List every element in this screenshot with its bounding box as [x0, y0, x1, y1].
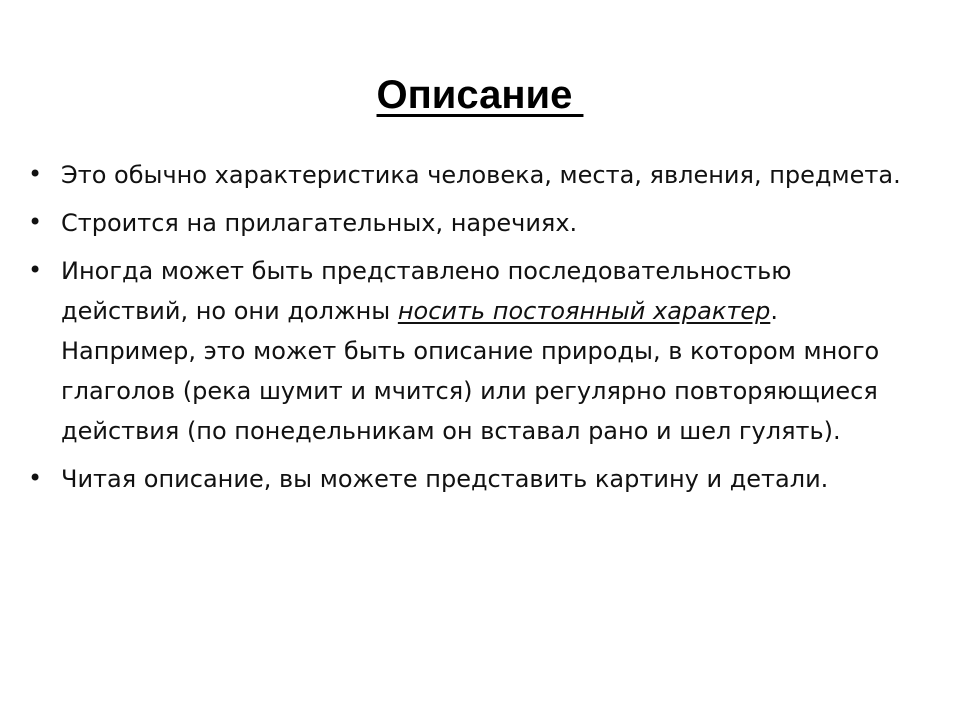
bullet-item — [28, 155, 908, 195]
bullet-dot-icon: • — [28, 464, 43, 492]
bullet-item — [28, 459, 908, 499]
bullet-dot-icon: • — [28, 256, 43, 284]
bullet-text-after: . Например, это может быть описание природы, в котором много глаголов (река шумит и мчится) или регулярно повторяющиеся действия (по понедельникам он вставал рано и шел гулять). — [61, 297, 880, 445]
slide-title-text: Описание — [376, 73, 584, 117]
bullet-item — [28, 251, 908, 451]
bullet-item — [28, 203, 908, 243]
bullet-text-before: Иногда может быть представлено последовательностью действий, но они должны — [61, 257, 792, 325]
bullet-dot-icon: • — [28, 160, 43, 188]
slide-title — [0, 62, 960, 128]
bullet-emphasis: носить постоянный характер — [397, 297, 771, 325]
bullet-text: Читая описание, вы можете представить картину и детали. — [61, 465, 829, 493]
bullet-dot-icon: • — [28, 208, 43, 236]
bullet-list — [28, 155, 908, 507]
bullet-text: Это обычно характеристика человека, места, явления, предмета. — [61, 161, 901, 189]
bullet-text: Строится на прилагательных, наречиях. — [61, 209, 578, 237]
